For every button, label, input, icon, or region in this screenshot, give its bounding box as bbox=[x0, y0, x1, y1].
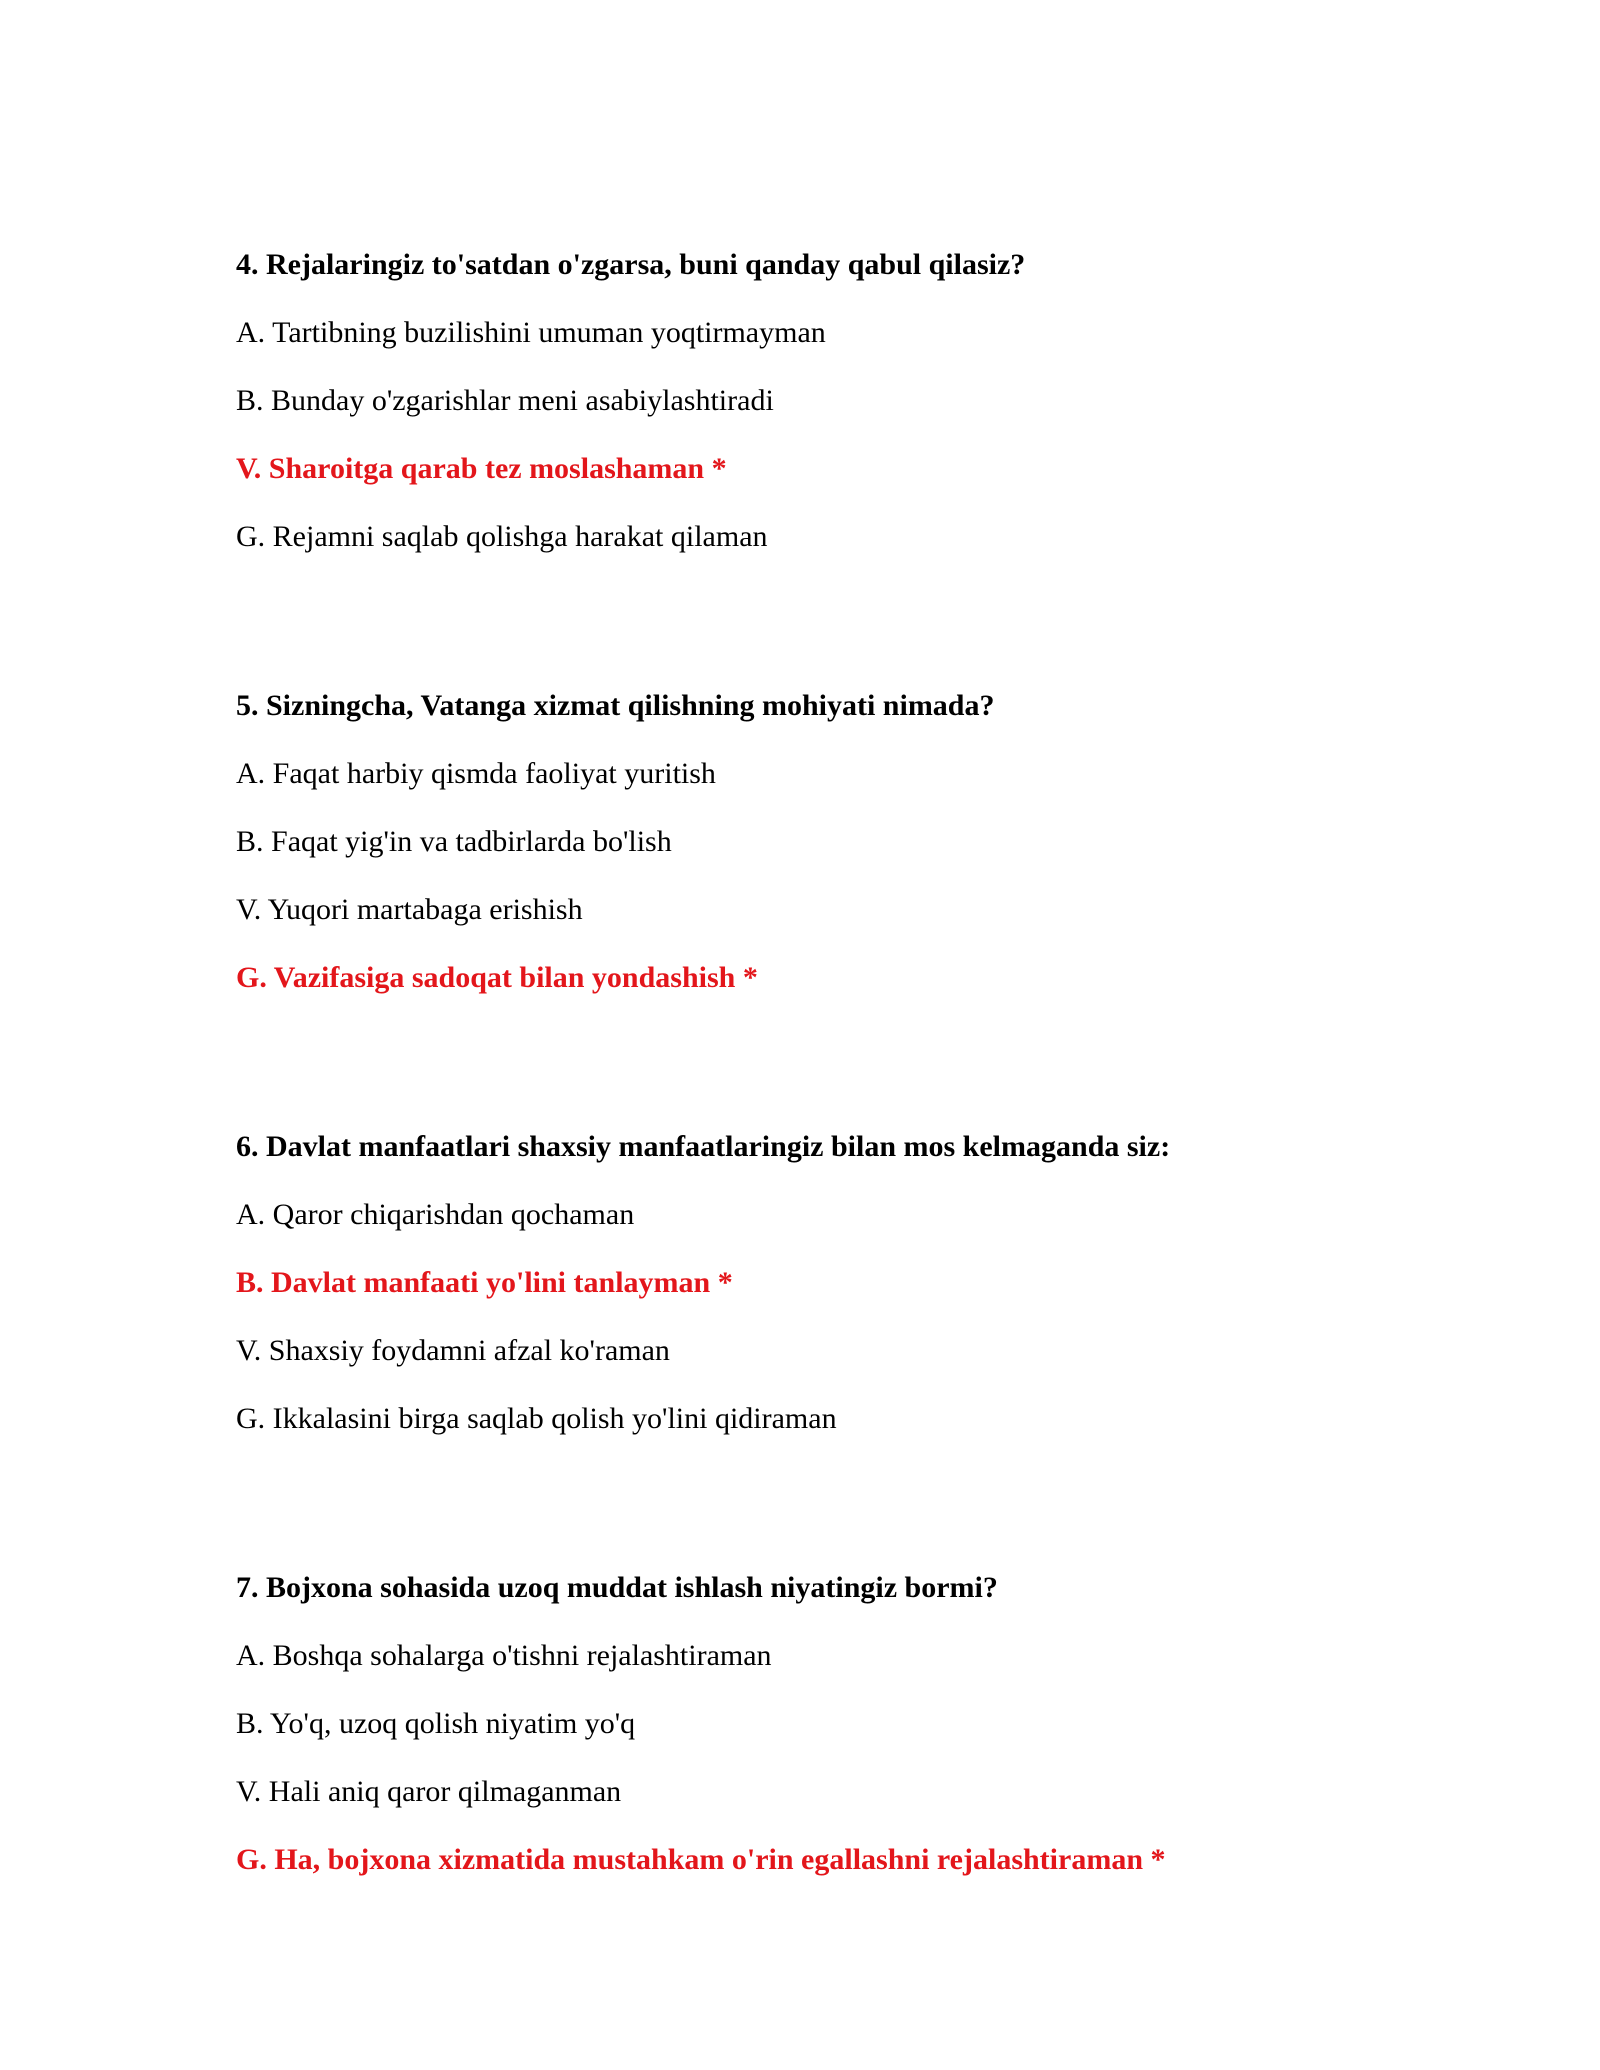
option-b: B. Bunday o'zgarishlar meni asabiylashtiradi bbox=[236, 384, 774, 417]
question-text: 7. Bojxona sohasida uzoq muddat ishlash niyatingiz bormi? bbox=[236, 1571, 998, 1604]
option-g: G. Rejamni saqlab qolishga harakat qilaman bbox=[236, 520, 768, 553]
option-a: A. Faqat harbiy qismda faoliyat yuritish bbox=[236, 757, 716, 790]
document-page bbox=[236, 248, 1436, 1877]
option-g: G. Ikkalasini birga saqlab qolish yo'lini qidiraman bbox=[236, 1402, 837, 1435]
option-a: A. Tartibning buzilishini umuman yoqtirmayman bbox=[236, 316, 826, 349]
option-a: A. Qaror chiqarishdan qochaman bbox=[236, 1198, 635, 1231]
question-6 bbox=[236, 1130, 1436, 1436]
question-4 bbox=[236, 248, 1436, 554]
question-text: 5. Sizningcha, Vatanga xizmat qilishning mohiyati nimada? bbox=[236, 689, 995, 722]
option-v: V. Sharoitga qarab tez moslashaman * bbox=[236, 452, 727, 485]
option-g: G. Ha, bojxona xizmatida mustahkam o'rin egallashni rejalashtiraman * bbox=[236, 1843, 1166, 1876]
question-5 bbox=[236, 689, 1436, 995]
option-b: B. Faqat yig'in va tadbirlarda bo'lish bbox=[236, 825, 672, 858]
option-a: A. Boshqa sohalarga o'tishni rejalashtiraman bbox=[236, 1639, 772, 1672]
question-7 bbox=[236, 1571, 1436, 1877]
option-b: B. Yo'q, uzoq qolish niyatim yo'q bbox=[236, 1707, 636, 1740]
option-v: V. Hali aniq qaror qilmaganman bbox=[236, 1775, 622, 1808]
option-v: V. Shaxsiy foydamni afzal ko'raman bbox=[236, 1334, 670, 1367]
question-text: 6. Davlat manfaatlari shaxsiy manfaatlaringiz bilan mos kelmaganda siz: bbox=[236, 1130, 1171, 1163]
option-g: G. Vazifasiga sadoqat bilan yondashish * bbox=[236, 961, 758, 994]
question-text: 4. Rejalaringiz to'satdan o'zgarsa, buni qanday qabul qilasiz? bbox=[236, 248, 1026, 281]
option-b: B. Davlat manfaati yo'lini tanlayman * bbox=[236, 1266, 733, 1299]
option-v: V. Yuqori martabaga erishish bbox=[236, 893, 583, 926]
